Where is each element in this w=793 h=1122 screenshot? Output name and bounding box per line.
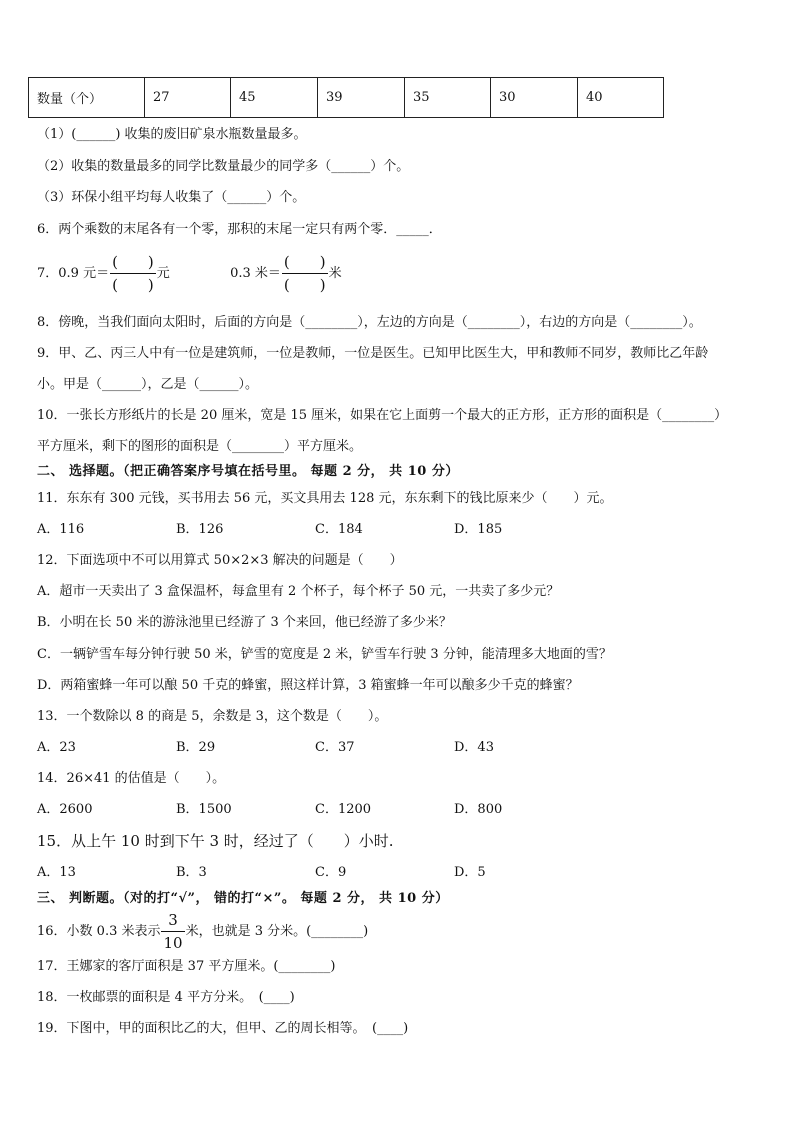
q12-option-a: A．超市一天卖出了 3 盒保温杯，每盒里有 2 个杯子，每个杯子 50 元，一共卖了多少元？ (37, 584, 560, 599)
q16-denominator: 10 (161, 931, 184, 953)
q12-option-c: C．一辆铲雪车每分钟行驶 50 米，铲雪的宽度是 2 米，铲雪车行驶 3 分钟，能清理多大地面的雪？ (37, 647, 612, 662)
question-7 (37, 250, 342, 298)
question-9-line1: 9．甲、乙、丙三人中有一位是建筑师，一位是教师，一位是医生。已知甲比医生大，甲和教师不同岁，教师比乙年龄 (37, 346, 709, 361)
q7-b-denominator: ( ) (282, 273, 328, 295)
table-cell: 27 (145, 78, 231, 118)
q7-a-fraction (110, 252, 156, 295)
q15-option-a: A．13 (37, 865, 76, 880)
q7-a-unit: 元 (156, 266, 170, 281)
q7-b-fraction (282, 252, 328, 295)
question-12: 12．下面选项中不可以用算式 50×2×3 解决的问题是（ ） (37, 553, 403, 568)
q12-option-b: B．小明在长 50 米的游泳池里已经游了 3 个来回，他已经游了多少米？ (37, 615, 452, 630)
table-cell: 35 (405, 78, 491, 118)
count-table (28, 77, 664, 118)
q16-fraction (161, 910, 184, 953)
q14-option-a: A．2600 (37, 802, 93, 817)
q11-option-c: C．184 (315, 522, 363, 537)
section-2-heading: 二、 选择题。（把正确答案序号填在括号里。 每题 2 分， 共 10 分） (37, 464, 459, 479)
q13-option-c: C．37 (315, 740, 355, 755)
question-10-line1: 10．一张长方形纸片的长是 20 厘米，宽是 15 厘米，如果在它上面剪一个最大的正方形，正方形的面积是（________） (37, 408, 728, 423)
q7-b-unit: 米 (328, 266, 342, 281)
q16-numerator: 3 (168, 911, 178, 929)
q14-option-b: B．1500 (176, 802, 232, 817)
table-cell: 40 (578, 78, 664, 118)
question-17: 17．王娜家的客厅面积是 37 平方厘米。(________) (37, 959, 336, 974)
question-5-1: （1）(______) 收集的废旧矿泉水瓶数量最多。 (37, 127, 307, 142)
question-6: 6．两个乘数的末尾各有一个零，那积的末尾一定只有两个零．_____． (37, 222, 442, 237)
table-header-cell: 数量（个） (29, 78, 145, 118)
q7-b-prefix: 0.3 米＝ (230, 266, 281, 281)
q7-b-numerator: ( ) (283, 253, 326, 271)
q11-option-b: B．126 (176, 522, 224, 537)
q13-option-a: A．23 (37, 740, 76, 755)
table-cell: 45 (231, 78, 318, 118)
question-10-line2: 平方厘米，剩下的图形的面积是（________）平方厘米。 (37, 439, 363, 454)
question-18: 18．一枚邮票的面积是 4 平方分米。 (____) (37, 990, 295, 1005)
table-cell: 39 (318, 78, 405, 118)
q15-option-d: D．5 (454, 865, 486, 880)
table-row (29, 78, 664, 118)
q15-option-b: B．3 (176, 865, 207, 880)
question-19: 19．下图中，甲的面积比乙的大，但甲、乙的周长相等。 (____) (37, 1021, 409, 1036)
question-14: 14．26×41 的估值是（ ）。 (37, 771, 226, 786)
q16-prefix: 16．小数 0.3 米表示 (37, 924, 161, 939)
q7-a-prefix: 7．0.9 元＝ (37, 266, 110, 281)
q13-option-b: B．29 (176, 740, 216, 755)
q13-option-d: D．43 (454, 740, 494, 755)
question-16 (37, 910, 368, 953)
question-15: 15．从上午 10 时到下午 3 时，经过了（ ）小时. (37, 832, 394, 850)
table-cell: 30 (491, 78, 578, 118)
q14-option-d: D．800 (454, 802, 503, 817)
q7-a-numerator: ( ) (112, 253, 154, 271)
q7-a-denominator: ( ) (110, 273, 156, 295)
q12-option-d: D．两箱蜜蜂一年可以酿 50 千克的蜂蜜，照这样计算，3 箱蜜蜂一年可以酿多少千克的蜂蜜？ (37, 678, 579, 693)
question-13: 13．一个数除以 8 的商是 5，余数是 3，这个数是（ ）。 (37, 709, 388, 724)
question-8: 8．傍晚，当我们面向太阳时，后面的方向是（________），左边的方向是（________），右边的方向是（________）。 (37, 315, 702, 330)
q11-option-a: A．116 (37, 522, 85, 537)
question-5-3: （3）环保小组平均每人收集了（______）个。 (37, 190, 306, 205)
question-9-line2: 小。甲是（______），乙是（______）。 (37, 377, 259, 392)
q14-option-c: C．1200 (315, 802, 372, 817)
section-3-heading: 三、 判断题。（对的打“√”， 错的打“×”。 每题 2 分， 共 10 分） (37, 891, 449, 906)
q16-suffix: 米，也就是 3 分米。(________) (185, 924, 369, 939)
q15-option-c: C．9 (315, 865, 347, 880)
q11-option-d: D．185 (454, 522, 503, 537)
question-5-2: （2）收集的数量最多的同学比数量最少的同学多（______）个。 (37, 159, 410, 174)
question-11: 11．东东有 300 元钱，买书用去 56 元，买文具用去 128 元，东东剩下的钱比原来少（ ）元。 (37, 491, 613, 506)
